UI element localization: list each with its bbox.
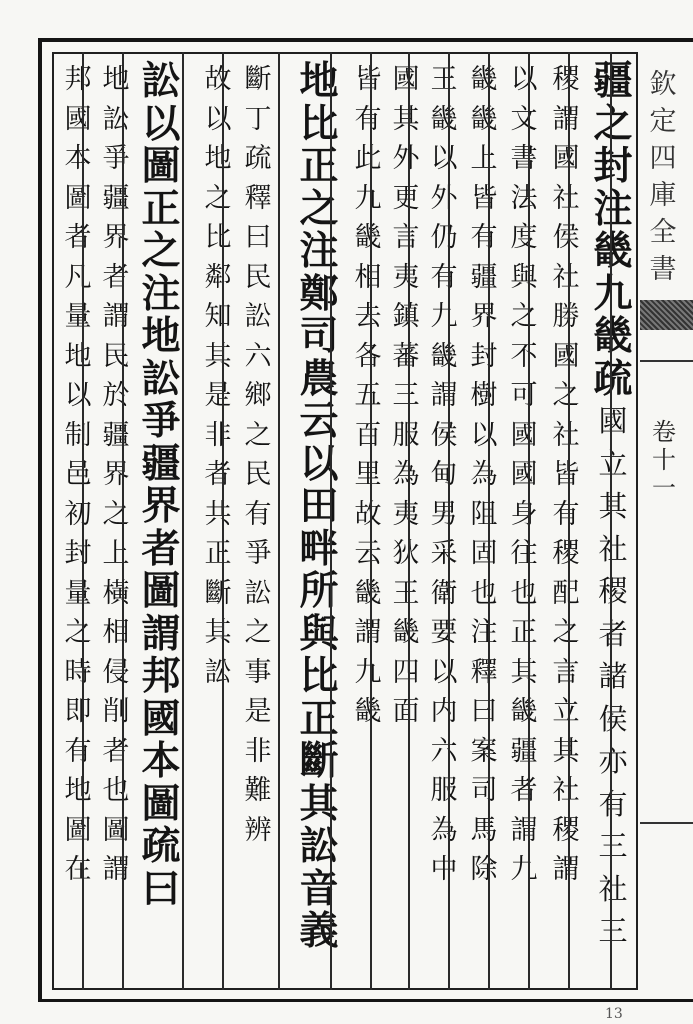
- char: 釋: [470, 656, 498, 688]
- char: 畿: [430, 103, 458, 135]
- text-column-c7: [350, 60, 386, 732]
- char: 法: [510, 182, 538, 214]
- char: 謂: [552, 854, 580, 885]
- char: 司: [299, 313, 339, 359]
- char: 界: [141, 483, 181, 529]
- char: 之: [141, 228, 181, 274]
- char: 侯: [598, 701, 628, 736]
- char: 馬: [470, 814, 498, 846]
- char: 疆: [102, 419, 130, 451]
- column-rule: [528, 52, 530, 990]
- char: 斷: [244, 64, 272, 95]
- char: 國: [552, 143, 580, 174]
- char: 圖: [64, 182, 92, 214]
- char: 里: [354, 459, 382, 490]
- char: 地: [102, 64, 130, 95]
- char: 以: [299, 440, 339, 487]
- char: 謂: [102, 301, 130, 332]
- column-rule: [122, 52, 124, 990]
- char: 鄰: [204, 261, 232, 293]
- char: 比: [299, 100, 339, 147]
- char: 民: [102, 340, 130, 372]
- char: 三: [392, 380, 420, 411]
- char: 共: [204, 498, 232, 530]
- char: 四: [392, 656, 420, 688]
- char: 制: [64, 419, 92, 451]
- column-rule: [278, 52, 280, 990]
- char: 服: [430, 775, 458, 806]
- char: 社: [552, 261, 580, 293]
- char: 本: [64, 143, 92, 174]
- char: 有: [64, 735, 92, 767]
- char: 各: [354, 340, 382, 372]
- column-rule: [330, 52, 332, 990]
- char: 謂: [102, 854, 130, 885]
- char: 比: [204, 222, 232, 253]
- char: 其: [204, 617, 232, 648]
- char: 國: [598, 404, 628, 438]
- char: 在: [64, 854, 92, 885]
- char: 是: [204, 380, 232, 411]
- char: 阻: [470, 498, 498, 530]
- char: 也: [510, 577, 538, 609]
- char: 九: [354, 182, 382, 214]
- char: 有: [552, 498, 580, 530]
- column-rule: [448, 52, 450, 990]
- char: 斷: [299, 738, 339, 784]
- char: 注: [141, 270, 181, 317]
- char: 是: [244, 696, 272, 727]
- char: 言: [552, 656, 580, 688]
- juan-label: 卷十一: [652, 418, 676, 502]
- char: 亦: [598, 744, 628, 778]
- char: 正: [510, 617, 538, 648]
- char: 案: [470, 735, 498, 767]
- char: 以: [430, 656, 458, 688]
- char: 之: [244, 617, 272, 648]
- char: 義: [299, 908, 339, 954]
- fold-rule-top: [640, 360, 693, 362]
- char: 身: [510, 498, 538, 530]
- char: 疏: [141, 823, 181, 869]
- char: 者: [510, 775, 538, 806]
- char: 國: [510, 419, 538, 451]
- char: 圖: [141, 143, 181, 189]
- margin-char: 書: [649, 254, 677, 285]
- char: 畿: [354, 577, 382, 609]
- text-column-c8: [296, 60, 342, 953]
- char: 要: [430, 617, 458, 648]
- char: 男: [430, 498, 458, 530]
- char: 曰: [244, 222, 272, 253]
- margin-char: 欽: [649, 69, 677, 100]
- char: 更: [392, 182, 420, 214]
- char: 社: [598, 531, 628, 566]
- char: 非: [204, 419, 232, 451]
- char: 時: [64, 656, 92, 688]
- char: 之: [102, 498, 130, 530]
- char: 畿: [470, 103, 498, 135]
- char: 所: [299, 568, 339, 614]
- char: 疆: [102, 182, 130, 214]
- char: 配: [552, 577, 580, 609]
- char: 圖: [141, 780, 181, 827]
- char: 諸: [598, 659, 628, 693]
- char: 者: [102, 261, 130, 293]
- char: 王: [392, 577, 420, 609]
- char: 九: [510, 854, 538, 885]
- char: 疆: [470, 261, 498, 293]
- char: 界: [470, 301, 498, 332]
- char: 稷: [598, 574, 628, 608]
- char: 圖: [102, 814, 130, 846]
- char: 皆: [552, 459, 580, 490]
- char: 鄭: [299, 270, 339, 317]
- char: 立: [552, 696, 580, 727]
- char: 地: [299, 58, 339, 104]
- char: 凡: [64, 261, 92, 293]
- char: 采: [430, 538, 458, 569]
- column-rule: [408, 52, 410, 990]
- column-rule: [222, 52, 224, 990]
- char: 其: [598, 489, 628, 523]
- char: 知: [204, 301, 232, 332]
- char: 之: [510, 301, 538, 332]
- char: 有: [598, 786, 628, 821]
- char: 云: [354, 538, 382, 569]
- char: 民: [244, 459, 272, 490]
- text-column-c14: [60, 60, 96, 890]
- char: 面: [392, 696, 420, 727]
- char: 以: [141, 100, 181, 147]
- text-column-c12: [138, 60, 184, 910]
- char: 疏: [593, 355, 633, 402]
- char: 立: [598, 446, 628, 481]
- char: 封: [593, 143, 633, 189]
- char: 外: [430, 182, 458, 214]
- char: 為: [392, 459, 420, 490]
- char: 為: [470, 459, 498, 490]
- char: 丁: [244, 103, 272, 135]
- char: 書: [510, 143, 538, 174]
- char: 王: [430, 64, 458, 95]
- char: 稷: [552, 814, 580, 846]
- char: 謂: [354, 617, 382, 648]
- char: 畔: [299, 525, 339, 572]
- char: 相: [354, 261, 382, 293]
- char: 鄉: [244, 380, 272, 411]
- page-number: 13: [605, 1006, 623, 1022]
- text-column-c3: [506, 60, 542, 890]
- column-rule: [370, 52, 372, 990]
- char: 云: [299, 398, 339, 444]
- char: 難: [244, 775, 272, 806]
- margin-char: 四: [649, 143, 677, 174]
- char: 初: [64, 498, 92, 530]
- char: 有: [470, 222, 498, 253]
- char: 仍: [430, 222, 458, 253]
- char: 六: [430, 735, 458, 767]
- char: 皆: [354, 64, 382, 95]
- char: 地: [204, 143, 232, 174]
- char: 地: [64, 340, 92, 372]
- char: 正: [299, 143, 339, 189]
- char: 夷: [392, 498, 420, 530]
- char: 鎮: [392, 301, 420, 332]
- char: 訟: [244, 301, 272, 332]
- char: 農: [299, 355, 339, 402]
- char: 注: [299, 228, 339, 274]
- char: 不: [510, 340, 538, 372]
- char: 者: [598, 616, 628, 651]
- text-column-c11: [200, 60, 236, 692]
- char: 蕃: [392, 340, 420, 372]
- char: 稷: [552, 64, 580, 95]
- char: 樹: [470, 380, 498, 411]
- char: 國: [510, 459, 538, 490]
- column-rule: [488, 52, 490, 990]
- char: 邑: [64, 459, 92, 490]
- char: 畿: [470, 64, 498, 95]
- text-column-c2: [548, 60, 584, 890]
- char: 度: [510, 222, 538, 253]
- char: 其: [552, 735, 580, 767]
- char: 疆: [510, 735, 538, 767]
- char: 百: [354, 419, 382, 451]
- char: 畿: [593, 228, 633, 274]
- char: 故: [354, 498, 382, 530]
- char: 注: [593, 185, 633, 232]
- char: 國: [141, 695, 181, 742]
- char: 疏: [244, 143, 272, 174]
- char: 地: [64, 775, 92, 806]
- char: 也: [470, 577, 498, 609]
- char: 畿: [392, 617, 420, 648]
- char: 畿: [593, 313, 633, 359]
- char: 其: [392, 103, 420, 135]
- char: 邦: [141, 653, 181, 699]
- char: 上: [102, 538, 130, 569]
- char: 往: [510, 538, 538, 569]
- text-column-c4: [466, 60, 502, 890]
- char: 文: [510, 103, 538, 135]
- char: 斷: [204, 577, 232, 609]
- char: 去: [354, 301, 382, 332]
- char: 封: [470, 340, 498, 372]
- char: 其: [204, 340, 232, 372]
- char: 社: [552, 419, 580, 451]
- char: 勝: [552, 301, 580, 332]
- char: 社: [552, 182, 580, 214]
- char: 九: [430, 301, 458, 332]
- char: 以: [470, 419, 498, 451]
- char: 為: [430, 814, 458, 846]
- column-rule: [82, 52, 84, 990]
- column-rule: [182, 52, 184, 990]
- char: 與: [299, 610, 339, 657]
- char: 皆: [470, 182, 498, 214]
- char: 社: [598, 871, 628, 906]
- char: 侯: [552, 222, 580, 253]
- char: 國: [392, 64, 420, 95]
- char: 之: [244, 419, 272, 451]
- char: 上: [470, 143, 498, 174]
- char: 以: [430, 143, 458, 174]
- char: 之: [64, 617, 92, 648]
- char: 之: [552, 380, 580, 411]
- char: 量: [64, 577, 92, 609]
- char: 量: [64, 301, 92, 332]
- char: 之: [299, 185, 339, 232]
- char: 有: [430, 261, 458, 293]
- char: 五: [354, 380, 382, 411]
- char: 謂: [510, 814, 538, 846]
- char: 釋: [244, 182, 272, 214]
- char: 謂: [141, 610, 181, 657]
- char: 謂: [430, 380, 458, 411]
- char: 以: [204, 103, 232, 135]
- char: 衛: [430, 577, 458, 609]
- char: 削: [102, 696, 130, 727]
- char: 疆: [593, 58, 633, 104]
- char: 稷: [552, 538, 580, 569]
- char: 此: [354, 143, 382, 174]
- margin-char: 庫: [649, 180, 677, 211]
- column-rule: [568, 52, 570, 990]
- char: 有: [354, 103, 382, 135]
- char: 者: [64, 222, 92, 253]
- char: 有: [244, 498, 272, 530]
- char: 注: [470, 617, 498, 648]
- char: 曰: [141, 865, 181, 912]
- char: 爭: [102, 143, 130, 174]
- column-rule: [610, 52, 612, 990]
- text-column-c5: [426, 60, 462, 890]
- char: 相: [102, 617, 130, 648]
- margin-char: 定: [649, 106, 677, 137]
- char: 田: [299, 483, 339, 529]
- char: 狄: [392, 538, 420, 569]
- text-column-c6: [388, 60, 424, 732]
- char: 侵: [102, 656, 130, 688]
- char: 中: [430, 854, 458, 885]
- char: 九: [354, 656, 382, 688]
- char: 正: [204, 538, 232, 569]
- char: 畿: [354, 222, 382, 253]
- char: 謂: [552, 103, 580, 135]
- char: 除: [470, 854, 498, 885]
- char: 封: [64, 538, 92, 569]
- margin-char: 全: [649, 217, 677, 248]
- char: 訟: [204, 656, 232, 688]
- char: 於: [102, 380, 130, 411]
- char: 以: [64, 380, 92, 411]
- char: 六: [244, 340, 272, 372]
- char: 司: [470, 775, 498, 806]
- char: 即: [64, 696, 92, 727]
- char: 故: [204, 64, 232, 95]
- char: 事: [244, 656, 272, 688]
- char: 也: [102, 775, 130, 806]
- char: 本: [141, 738, 181, 784]
- char: 訟: [299, 823, 339, 869]
- char: 之: [593, 100, 633, 147]
- char: 橫: [102, 577, 130, 609]
- char: 侯: [430, 419, 458, 451]
- char: 國: [64, 103, 92, 135]
- char: 非: [244, 735, 272, 767]
- char: 九: [593, 270, 633, 317]
- char: 外: [392, 143, 420, 174]
- char: 之: [204, 182, 232, 214]
- char: 爭: [141, 398, 181, 444]
- char: 夷: [392, 261, 420, 293]
- char: 邦: [64, 64, 92, 95]
- fold-rule-bottom: [640, 822, 693, 824]
- char: 畿: [430, 340, 458, 372]
- char: 正: [299, 695, 339, 742]
- char: 可: [510, 380, 538, 411]
- char: 畿: [354, 696, 382, 727]
- char: 内: [430, 696, 458, 727]
- char: 三: [598, 829, 628, 863]
- char: 訟: [141, 355, 181, 402]
- char: 訟: [141, 58, 181, 104]
- char: 固: [470, 538, 498, 569]
- char: 其: [299, 780, 339, 827]
- char: 者: [102, 735, 130, 767]
- char: 訟: [244, 577, 272, 609]
- char: 正: [141, 185, 181, 232]
- char: 畿: [510, 696, 538, 727]
- char: 音: [299, 865, 339, 912]
- margin-title: [643, 66, 683, 288]
- char: 言: [392, 222, 420, 253]
- char: 與: [510, 261, 538, 293]
- char: 以: [510, 64, 538, 95]
- char: 曰: [470, 696, 498, 727]
- text-column-c10: [240, 139, 276, 850]
- char: 社: [552, 775, 580, 806]
- char: 疆: [141, 440, 181, 487]
- char: 訟: [102, 103, 130, 135]
- char: 服: [392, 419, 420, 451]
- char: 比: [299, 653, 339, 699]
- char: 地: [141, 313, 181, 359]
- text-column-c13: [98, 60, 134, 890]
- char: 之: [552, 617, 580, 648]
- char: 者: [204, 459, 232, 490]
- fold-marker-block: [640, 300, 693, 330]
- char: 圖: [64, 814, 92, 846]
- char: 民: [244, 261, 272, 293]
- char: 其: [510, 656, 538, 688]
- text-column-c1: [590, 60, 636, 953]
- char: 辨: [244, 814, 272, 846]
- char: 界: [102, 459, 130, 490]
- char: 爭: [244, 538, 272, 569]
- char: 者: [141, 525, 181, 572]
- text-column-c9: [240, 60, 276, 139]
- char: 國: [552, 340, 580, 372]
- char: 甸: [430, 459, 458, 490]
- char: 三: [598, 914, 628, 948]
- char: 界: [102, 222, 130, 253]
- char: 圖: [141, 568, 181, 614]
